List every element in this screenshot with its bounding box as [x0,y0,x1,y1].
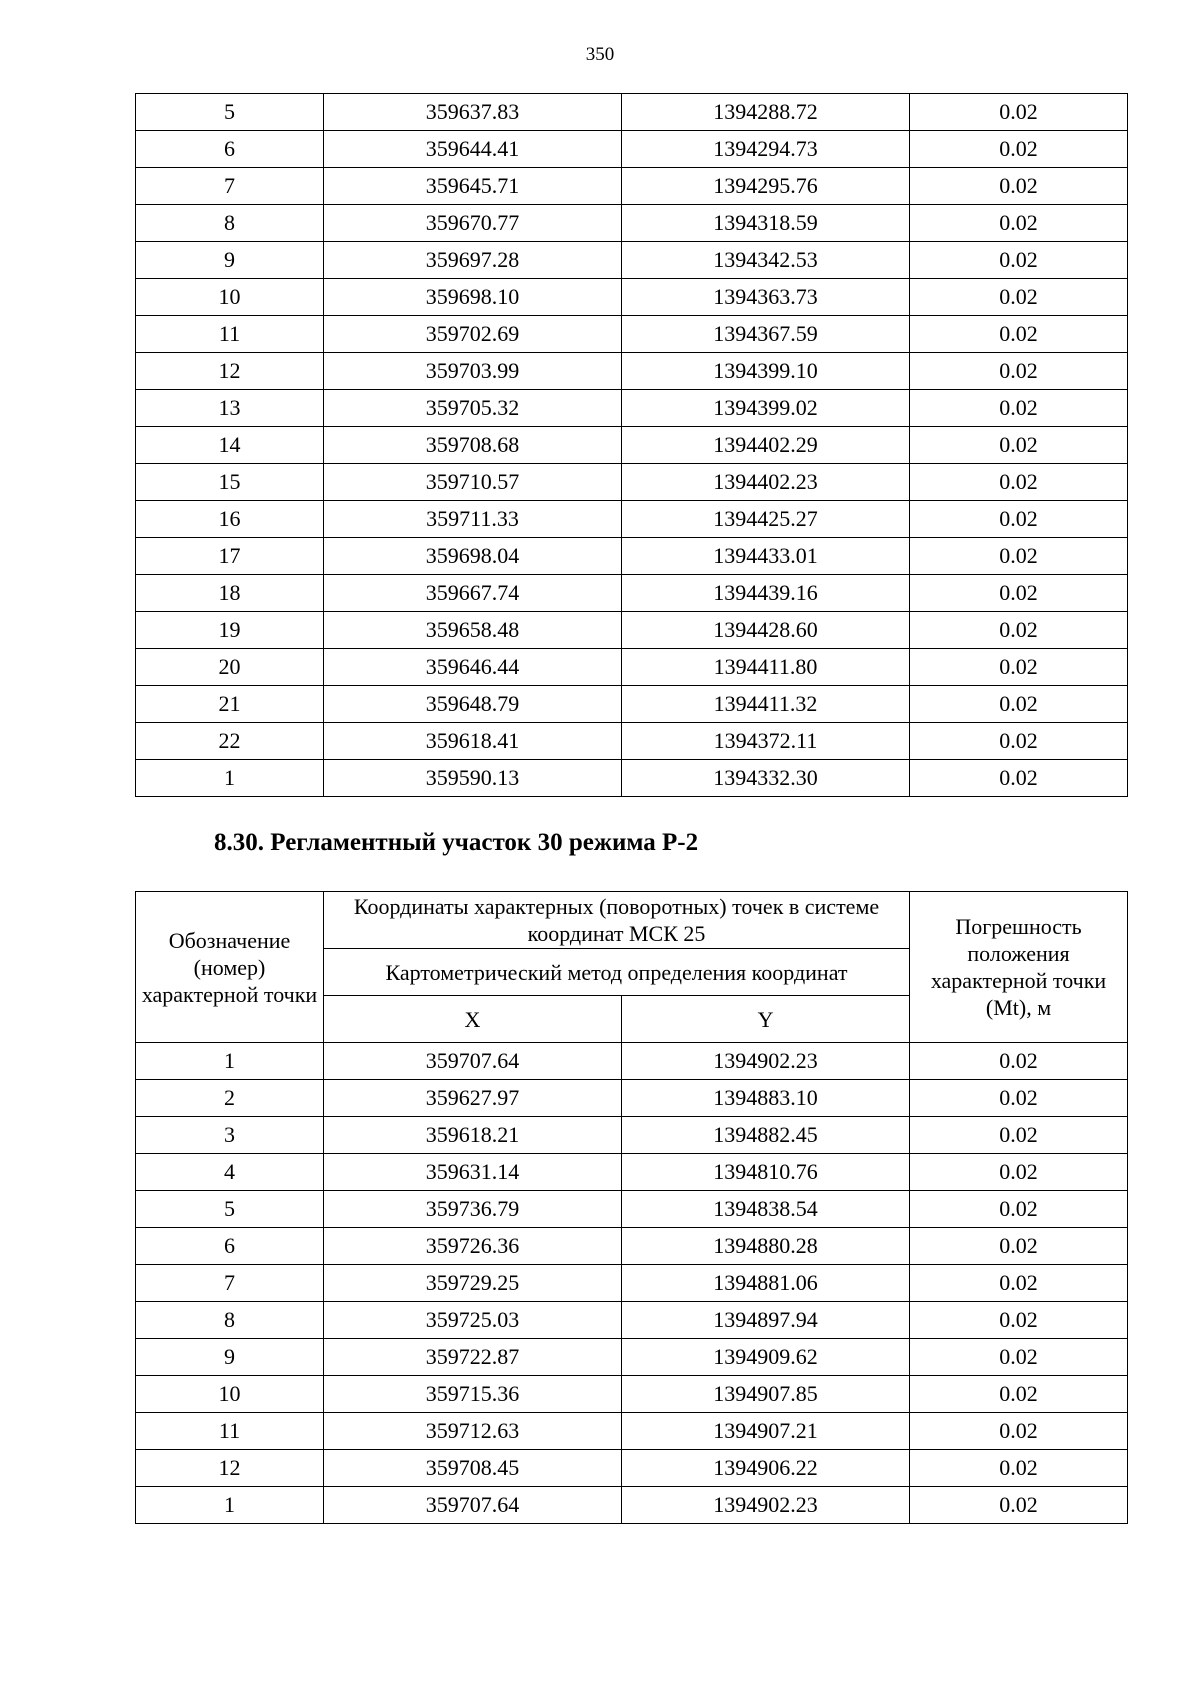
error-cell: 0.02 [910,427,1128,464]
table-row [136,538,1128,575]
y-coordinate-cell: 1394363.73 [622,279,910,316]
point-number-cell: 21 [136,686,324,723]
table-row [136,353,1128,390]
point-number-cell: 20 [136,649,324,686]
point-number-cell: 10 [136,1376,324,1413]
x-coordinate-cell: 359703.99 [324,353,622,390]
y-coordinate-cell: 1394838.54 [622,1191,910,1228]
x-coordinate-cell: 359710.57 [324,464,622,501]
x-coordinate-cell: 359708.45 [324,1450,622,1487]
error-cell: 0.02 [910,1413,1128,1450]
x-coordinate-cell: 359715.36 [324,1376,622,1413]
table-row [136,1043,1128,1080]
point-number-cell: 8 [136,205,324,242]
table-row [136,1339,1128,1376]
point-number-cell: 10 [136,279,324,316]
x-coordinate-cell: 359697.28 [324,242,622,279]
y-coordinate-cell: 1394902.23 [622,1487,910,1524]
error-cell: 0.02 [910,168,1128,205]
x-coordinate-cell: 359707.64 [324,1043,622,1080]
x-coordinate-cell: 359698.04 [324,538,622,575]
coordinates-table-body [136,1043,1128,1524]
error-cell: 0.02 [910,316,1128,353]
y-coordinate-cell: 1394907.85 [622,1376,910,1413]
y-coordinate-cell: 1394295.76 [622,168,910,205]
x-coordinate-cell: 359667.74 [324,575,622,612]
point-number-cell: 12 [136,353,324,390]
point-number-cell: 19 [136,612,324,649]
error-cell: 0.02 [910,94,1128,131]
point-number-cell: 2 [136,1080,324,1117]
table-row [136,760,1128,797]
header-y: Y [622,996,910,1043]
table-row [136,94,1128,131]
table-row [136,1376,1128,1413]
table-row [136,1302,1128,1339]
point-number-cell: 15 [136,464,324,501]
x-coordinate-cell: 359707.64 [324,1487,622,1524]
y-coordinate-cell: 1394399.10 [622,353,910,390]
point-number-cell: 7 [136,168,324,205]
table-row [136,1191,1128,1228]
x-coordinate-cell: 359736.79 [324,1191,622,1228]
x-coordinate-cell: 359729.25 [324,1265,622,1302]
y-coordinate-cell: 1394399.02 [622,390,910,427]
y-coordinate-cell: 1394906.22 [622,1450,910,1487]
error-cell: 0.02 [910,353,1128,390]
point-number-cell: 17 [136,538,324,575]
error-cell: 0.02 [910,575,1128,612]
point-number-cell: 14 [136,427,324,464]
error-cell: 0.02 [910,390,1128,427]
y-coordinate-cell: 1394288.72 [622,94,910,131]
table-row [136,1265,1128,1302]
coordinates-table-body [136,94,1128,797]
point-number-cell: 6 [136,131,324,168]
error-cell: 0.02 [910,1376,1128,1413]
point-number-cell: 11 [136,1413,324,1450]
table-row [136,686,1128,723]
table-row [136,242,1128,279]
error-cell: 0.02 [910,1191,1128,1228]
y-coordinate-cell: 1394402.23 [622,464,910,501]
y-coordinate-cell: 1394880.28 [622,1228,910,1265]
error-cell: 0.02 [910,649,1128,686]
error-cell: 0.02 [910,1339,1128,1376]
table-row [136,427,1128,464]
y-coordinate-cell: 1394881.06 [622,1265,910,1302]
error-cell: 0.02 [910,1154,1128,1191]
x-coordinate-cell: 359722.87 [324,1339,622,1376]
table-row [136,168,1128,205]
x-coordinate-cell: 359618.41 [324,723,622,760]
point-number-cell: 4 [136,1154,324,1191]
point-number-cell: 11 [136,316,324,353]
error-cell: 0.02 [910,205,1128,242]
coordinates-table-continued [135,93,1128,797]
y-coordinate-cell: 1394411.32 [622,686,910,723]
point-number-cell: 12 [136,1450,324,1487]
error-cell: 0.02 [910,131,1128,168]
y-coordinate-cell: 1394318.59 [622,205,910,242]
error-cell: 0.02 [910,1450,1128,1487]
error-cell: 0.02 [910,538,1128,575]
x-coordinate-cell: 359708.68 [324,427,622,464]
x-coordinate-cell: 359631.14 [324,1154,622,1191]
table-row [136,501,1128,538]
error-cell: 0.02 [910,760,1128,797]
x-coordinate-cell: 359712.63 [324,1413,622,1450]
point-number-cell: 5 [136,1191,324,1228]
y-coordinate-cell: 1394332.30 [622,760,910,797]
point-number-cell: 6 [136,1228,324,1265]
header-method: Картометрический метод определения координат [324,949,910,996]
y-coordinate-cell: 1394402.29 [622,427,910,464]
table-row [136,205,1128,242]
section-heading: 8.30. Регламентный участок 30 режима Р-2 [214,829,699,856]
x-coordinate-cell: 359637.83 [324,94,622,131]
page-number: 350 [585,44,615,65]
table-row [136,1228,1128,1265]
table-row [136,1413,1128,1450]
y-coordinate-cell: 1394882.45 [622,1117,910,1154]
table-row [136,390,1128,427]
error-cell: 0.02 [910,1117,1128,1154]
y-coordinate-cell: 1394342.53 [622,242,910,279]
x-coordinate-cell: 359645.71 [324,168,622,205]
error-cell: 0.02 [910,1302,1128,1339]
error-cell: 0.02 [910,723,1128,760]
y-coordinate-cell: 1394909.62 [622,1339,910,1376]
x-coordinate-cell: 359726.36 [324,1228,622,1265]
x-coordinate-cell: 359646.44 [324,649,622,686]
table-row [136,1487,1128,1524]
point-number-cell: 13 [136,390,324,427]
x-coordinate-cell: 359702.69 [324,316,622,353]
point-number-cell: 22 [136,723,324,760]
table-row [136,1080,1128,1117]
x-coordinate-cell: 359590.13 [324,760,622,797]
table-row [136,612,1128,649]
x-coordinate-cell: 359670.77 [324,205,622,242]
error-cell: 0.02 [910,279,1128,316]
point-number-cell: 1 [136,1487,324,1524]
table-row [136,279,1128,316]
table-row [136,316,1128,353]
x-coordinate-cell: 359658.48 [324,612,622,649]
table-row [136,1117,1128,1154]
y-coordinate-cell: 1394897.94 [622,1302,910,1339]
table-row [136,1154,1128,1191]
point-number-cell: 7 [136,1265,324,1302]
table-header [136,892,1128,1043]
y-coordinate-cell: 1394439.16 [622,575,910,612]
x-coordinate-cell: 359627.97 [324,1080,622,1117]
error-cell: 0.02 [910,464,1128,501]
point-number-cell: 18 [136,575,324,612]
coordinates-table-section-30 [135,891,1128,1524]
error-cell: 0.02 [910,1228,1128,1265]
point-number-cell: 1 [136,760,324,797]
error-cell: 0.02 [910,1487,1128,1524]
table-row [136,575,1128,612]
y-coordinate-cell: 1394907.21 [622,1413,910,1450]
error-cell: 0.02 [910,242,1128,279]
table-row [136,649,1128,686]
x-coordinate-cell: 359618.21 [324,1117,622,1154]
header-coordinates: Координаты характерных (поворотных) точек в системе координат МСК 25 [324,892,910,949]
x-coordinate-cell: 359644.41 [324,131,622,168]
point-number-cell: 16 [136,501,324,538]
y-coordinate-cell: 1394294.73 [622,131,910,168]
header-point-designation: Обозначение (номер) характерной точки [136,892,324,1043]
y-coordinate-cell: 1394902.23 [622,1043,910,1080]
table-row [136,723,1128,760]
error-cell: 0.02 [910,501,1128,538]
header-position-error: Погрешность положения характерной точки (Mt), м [910,892,1128,1043]
point-number-cell: 3 [136,1117,324,1154]
x-coordinate-cell: 359711.33 [324,501,622,538]
error-cell: 0.02 [910,612,1128,649]
y-coordinate-cell: 1394425.27 [622,501,910,538]
y-coordinate-cell: 1394372.11 [622,723,910,760]
table-row [136,131,1128,168]
table-row [136,1450,1128,1487]
error-cell: 0.02 [910,1265,1128,1302]
error-cell: 0.02 [910,1043,1128,1080]
y-coordinate-cell: 1394433.01 [622,538,910,575]
point-number-cell: 5 [136,94,324,131]
point-number-cell: 9 [136,242,324,279]
x-coordinate-cell: 359705.32 [324,390,622,427]
y-coordinate-cell: 1394883.10 [622,1080,910,1117]
x-coordinate-cell: 359725.03 [324,1302,622,1339]
header-x: X [324,996,622,1043]
y-coordinate-cell: 1394428.60 [622,612,910,649]
point-number-cell: 8 [136,1302,324,1339]
y-coordinate-cell: 1394411.80 [622,649,910,686]
y-coordinate-cell: 1394810.76 [622,1154,910,1191]
x-coordinate-cell: 359648.79 [324,686,622,723]
table-row [136,464,1128,501]
point-number-cell: 1 [136,1043,324,1080]
error-cell: 0.02 [910,686,1128,723]
y-coordinate-cell: 1394367.59 [622,316,910,353]
point-number-cell: 9 [136,1339,324,1376]
error-cell: 0.02 [910,1080,1128,1117]
x-coordinate-cell: 359698.10 [324,279,622,316]
